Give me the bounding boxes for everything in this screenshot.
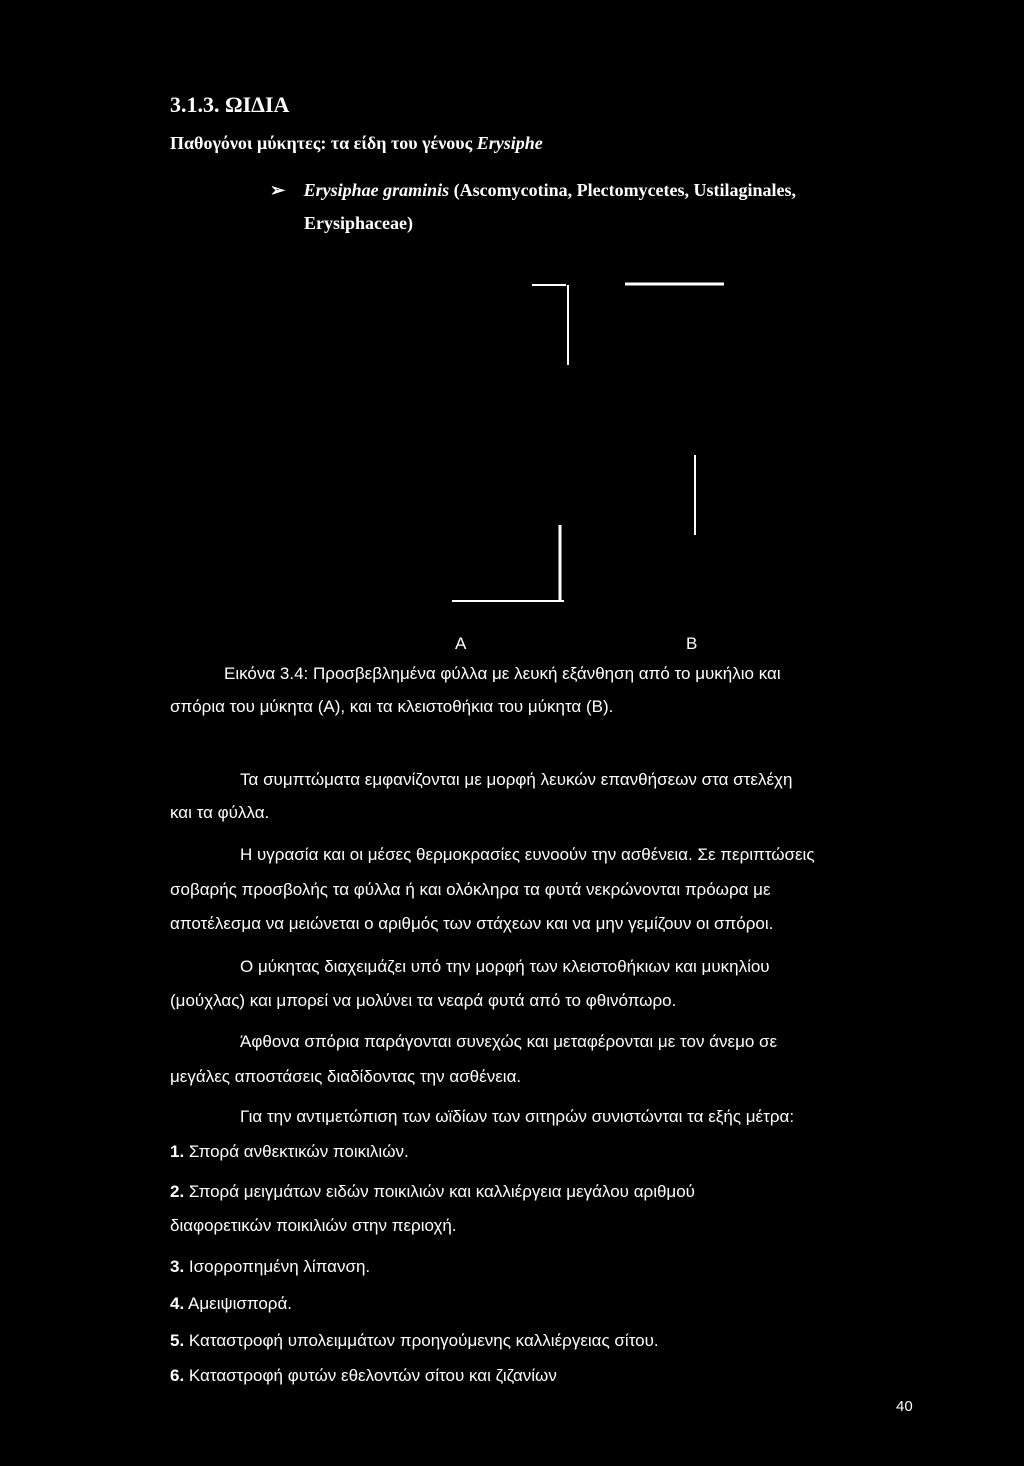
paragraph-3-line-1: Ο μύκητας διαχειμάζει υπό την μορφή των κλειστοθήκιων και μυκηλίου <box>240 957 770 976</box>
paragraph-5-line-1: Για την αντιμετώπιση των ωϊδίων των σιτηρών συνιστώνται τα εξής μέτρα: <box>240 1107 795 1126</box>
species-classification-1: (Ascomycotina, Plectomycetes, Ustilaginales, <box>453 180 797 200</box>
figure-image <box>440 270 740 610</box>
measure-text: Καταστροφή φυτών εθελοντών σίτου και ζιζανίων <box>188 1366 557 1385</box>
measure-item-5 <box>170 1331 659 1351</box>
paragraph-4-line-2: μεγάλες αποστάσεις διαδίδοντας την ασθένεια. <box>170 1067 522 1086</box>
measure-text: Σπορά μειγμάτων ειδών ποικιλιών και καλλιέργεια μεγάλου αριθμού <box>188 1182 695 1201</box>
measure-item-3 <box>170 1257 370 1277</box>
measure-number: 2. <box>170 1182 185 1201</box>
measure-number: 6. <box>170 1366 185 1385</box>
paragraph-1-line-2: και τα φύλλα. <box>170 803 270 822</box>
species-line <box>270 180 796 201</box>
figure-caption-line-1: Εικόνα 3.4: Προσβεβλημένα φύλλα με λευκή εξάνθηση από το μυκήλιο και <box>224 664 781 683</box>
page-number: 40 <box>896 1398 913 1415</box>
paragraph-1-line-1: Τα συμπτώματα εμφανίζονται με μορφή λευκών επανθήσεων στα στελέχη <box>240 770 793 789</box>
measure-number: 5. <box>170 1331 185 1350</box>
pathogens-prefix: Παθογόνοι μύκητες: τα είδη του γένους <box>170 133 477 153</box>
measure-item-2 <box>170 1182 695 1202</box>
measure-text: Σπορά ανθεκτικών ποικιλιών. <box>188 1142 409 1161</box>
pathogens-line <box>170 133 543 154</box>
paragraph-2-line-1: Η υγρασία και οι μέσες θερμοκρασίες ευνοούν την ασθένεια. Σε περιπτώσεις <box>240 845 815 864</box>
measure-item-2-continuation: διαφορετικών ποικιλιών στην περιοχή. <box>170 1216 457 1235</box>
species-name: Erysiphae graminis <box>303 180 450 200</box>
measure-item-1 <box>170 1142 409 1162</box>
species-classification-2: Erysiphaceae) <box>304 213 413 233</box>
measure-text: Ισορροπημένη λίπανση. <box>188 1257 371 1276</box>
measure-number: 4. <box>170 1294 185 1313</box>
paragraph-3-line-2: (μούχλας) και μπορεί να μολύνει τα νεαρά φυτά από το φθινόπωρο. <box>170 991 677 1010</box>
figure-caption-line-2: σπόρια του μύκητα (Α), και τα κλειστοθήκια του μύκητα (Β). <box>170 697 614 716</box>
measure-text: Καταστροφή υπολειμμάτων προηγούμενης καλλιέργειας σίτου. <box>188 1331 659 1350</box>
measure-number: 1. <box>170 1142 185 1161</box>
paragraph-4-line-1: Άφθονα σπόρια παράγονται συνεχώς και μεταφέρονται με τον άνεμο σε <box>240 1032 778 1051</box>
figure-label-a: A <box>455 634 467 653</box>
section-title: 3.1.3. ΩΙΔΙΑ <box>170 92 290 117</box>
measure-number: 3. <box>170 1257 185 1276</box>
figure-label-b: B <box>686 634 698 653</box>
paragraph-2-line-3: αποτέλεσμα να μειώνεται ο αριθμός των στάχεων και να μην γεμίζουν οι σπόροι. <box>170 914 774 933</box>
measure-item-6 <box>170 1366 557 1386</box>
paragraph-2-line-2: σοβαρής προσβολής τα φύλλα ή και ολόκληρα τα φυτά νεκρώνονται πρόωρα με <box>170 880 771 899</box>
pathogens-genus: Erysiphe <box>476 133 543 153</box>
bullet-icon: ➢ <box>270 180 286 200</box>
measure-text: Αμειψισπορά. <box>187 1294 293 1313</box>
measure-item-4 <box>170 1294 292 1314</box>
